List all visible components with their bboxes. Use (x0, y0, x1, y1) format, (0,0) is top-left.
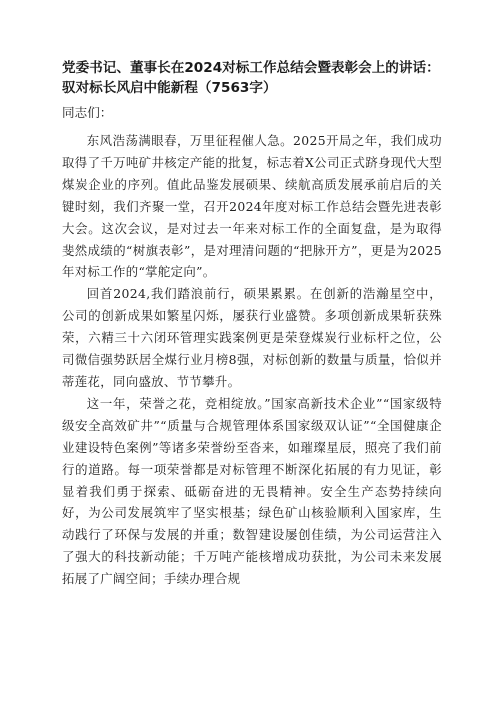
salutation: 同志们： (62, 105, 113, 120)
paragraph: 这一年，荣誉之花，竞相绽放。”国家高新技术企业”“国家级特级安全高效矿井”“质量与合规管理体系国家级双认证”“全国健康企业建设特色案例”等诸多荣誉纷至沓来，如璀璨星辰，照亮了我们前行的道路。每一项荣誉都是对标管理不断深化拓展的有力见证，彰显着我们勇于探索、砥砺奋进的无畏精神。安全生产态势持续向好，为公司发展筑牢了坚实根基；绿色矿山核验顺利入国家库，生动践行了环保与发展的并重；数智建设屡创佳绩，为公司运营注入了强大的科技新动能；千万吨产能核增成功获批，为公司未来发展拓展了广阔空间；手续办理合规 (62, 395, 442, 587)
paragraph: 回首2024,我们踏浪前行，硕果累累。在创新的浩瀚星空中，公司的创新成果如繁星闪烁，屡获行业盛赞。多项创新成果斩获殊荣，六精三十六闭环管理实践案例更是荣登煤炭行业标杆之位，公司微信强势跃居全煤行业月榜8强，对标创新的数量与质量，恰似并蒂莲花，同向盛放、节节攀升。 (62, 286, 442, 389)
document-body (62, 130, 442, 590)
paragraph: 东风浩荡满眼春，万里征程催人急。2025开局之年，我们成功取得了千万吨矿井核定产能的批复，标志着X公司正式跻身现代大型煤炭企业的序列。值此品鉴发展硕果、续航高质发展承前启后的关键时刻，我们齐聚一堂，召开2024年度对标工作总结会暨先进表彰大会。这次会议，是对过去一年来对标工作的全面复盘，是为取得斐然成绩的“树旗表彰”，是对理清问题的“把脉开方”，更是为2025年对标工作的“掌舵定向”。 (62, 133, 442, 280)
document-title: 党委书记、董事长在2024对标工作总结会暨表彰会上的讲话：驭对标长风启中能新程（7563字） (62, 60, 440, 96)
